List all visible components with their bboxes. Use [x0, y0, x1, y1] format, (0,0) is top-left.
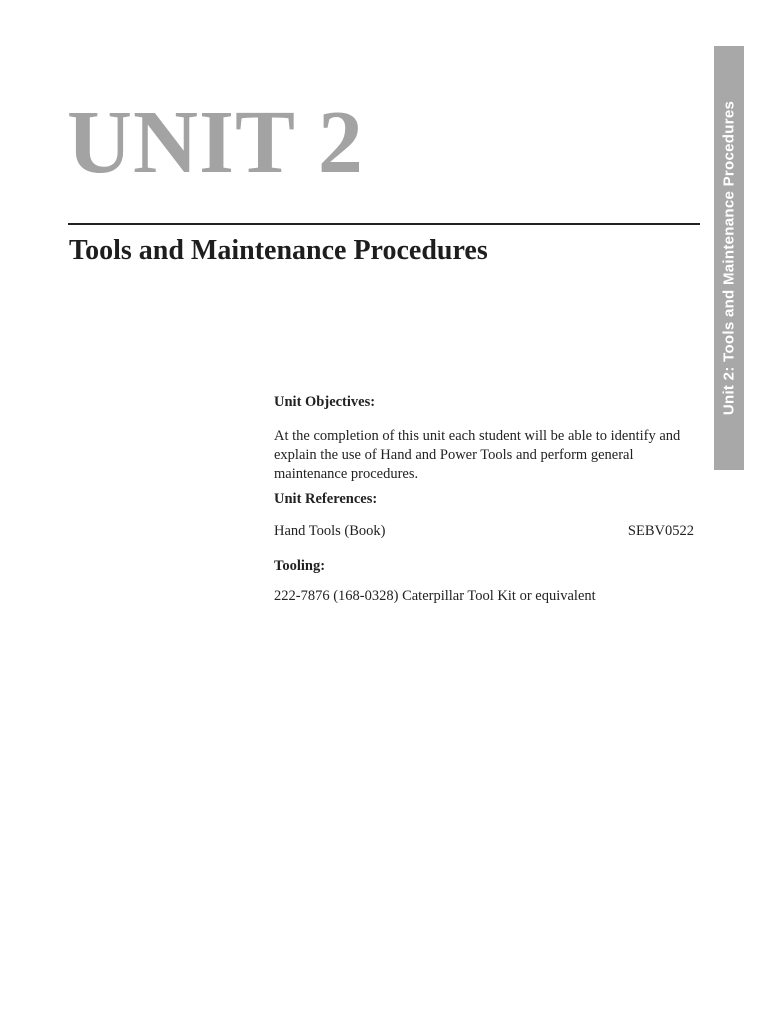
references-heading: Unit References: [274, 491, 378, 507]
reference-title: Hand Tools (Book) [274, 523, 386, 539]
reference-code: SEBV0522 [627, 523, 694, 539]
unit-number-heading: UNIT 2 [67, 93, 364, 192]
title-divider [68, 223, 700, 225]
unit-title: Tools and Maintenance Procedures [69, 235, 488, 266]
objectives-heading: Unit Objectives: [274, 394, 376, 410]
reference-item [274, 522, 694, 541]
unit-info-section [274, 393, 694, 606]
objectives-text: At the completion of this unit each student will be able to identify and explain the use of Hand and Power Tools and perform general maintenance procedures. [274, 428, 681, 482]
tooling-heading: Tooling: [274, 558, 326, 574]
side-tab-label: Unit 2: Tools and Maintenance Procedures [720, 100, 738, 416]
tooling-text: 222-7876 (168-0328) Caterpillar Tool Kit or equivalent [274, 588, 596, 604]
